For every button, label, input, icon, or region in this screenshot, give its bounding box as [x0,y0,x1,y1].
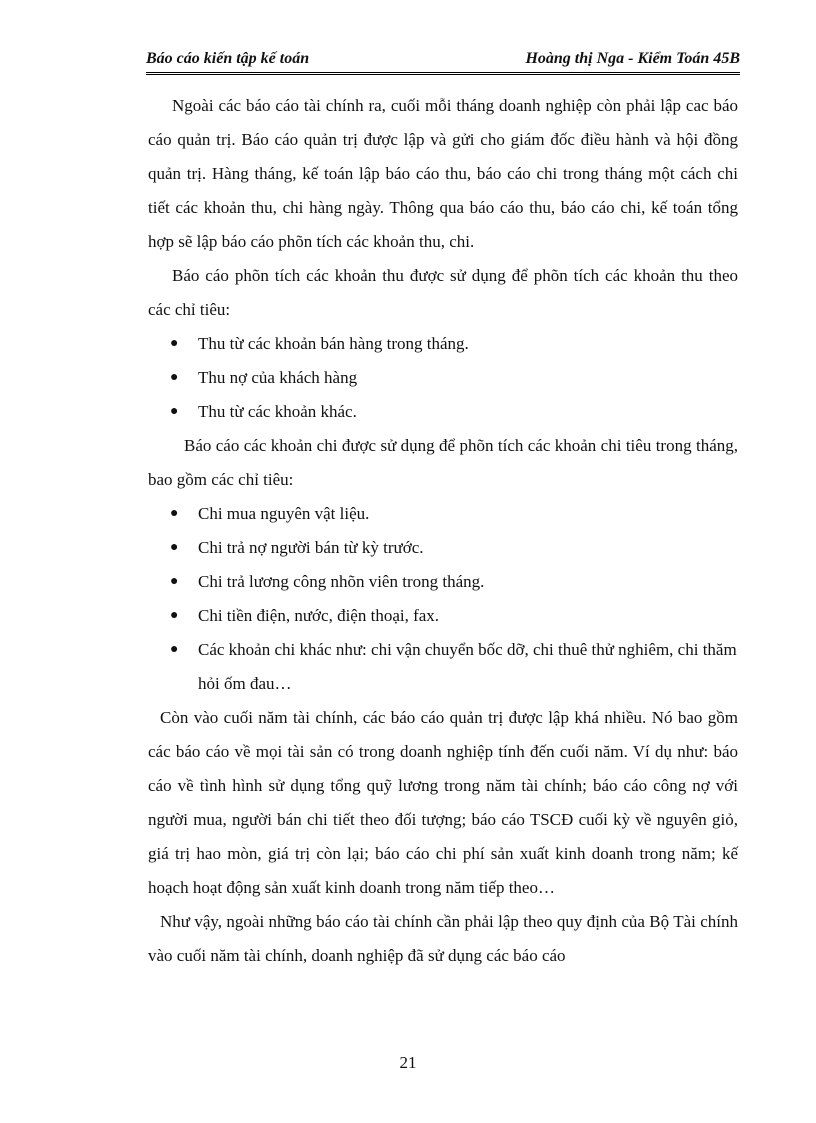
list-item [148,361,738,395]
list-item [148,531,738,565]
list-item [148,633,738,701]
list-item [148,497,738,531]
list-item [148,599,738,633]
bullet-icon: ● [170,404,179,419]
list-item-text: Thu từ các khoản bán hàng trong tháng. [198,334,469,353]
bullet-icon: ● [170,642,179,657]
page-number: 21 [399,1053,417,1072]
list-item-text: Chi trả nợ người bán từ kỳ trước. [198,538,424,557]
paragraph-income-analysis: Báo cáo phõn tích các khoản thu được sử dụng để phõn tích các khoản thu theo các chỉ tiêu: [148,266,738,319]
paragraph-expense-analysis: Báo cáo các khoản chi được sử dụng để phõn tích các khoản chi tiêu trong tháng, bao gồm các chỉ tiêu: [148,436,738,489]
header-report-title: Báo cáo kiến tập kế toán [146,50,310,67]
list-item [148,565,738,599]
paragraph-intro: Ngoài các báo cáo tài chính ra, cuối mỗi tháng doanh nghiệp còn phải lập cac báo cáo quản trị. Báo cáo quản trị được lập và gửi cho giám đốc điều hành và hội đồng quản trị. Hàng tháng, kế toán lập báo cáo thu, báo cáo chi trong tháng một cách chi tiết các khoản thu, chi hàng ngày. Thông qua báo cáo thu, báo cáo chi, kế toán tổng hợp sẽ lập báo cáo phõn tích các khoản thu, chi. [148,96,738,251]
bullet-icon: ● [170,574,179,589]
document-body [148,89,738,973]
list-item-text: Thu nợ của khách hàng [198,368,358,387]
expense-list [148,497,738,701]
bullet-icon: ● [170,540,179,555]
paragraph-conclusion: Như vậy, ngoài những báo cáo tài chính cần phải lập theo quy định của Bộ Tài chính vào cuối năm tài chính, doanh nghiệp đã sử dụng các báo cáo [148,912,738,965]
bullet-icon: ● [170,370,179,385]
list-item [148,327,738,361]
list-item-text: Chi mua nguyên vật liệu. [198,504,370,523]
list-item-text: Chi tiền điện, nước, điện thoại, fax. [198,606,440,625]
bullet-icon: ● [170,608,179,623]
list-item [148,395,738,429]
header-author: Hoàng thị Nga - Kiểm Toán 45B [525,50,740,67]
paragraph-year-end-reports: Còn vào cuối năm tài chính, các báo cáo quản trị được lập khá nhiều. Nó bao gồm các báo cáo về mọi tài sản có trong doanh nghiệp tính đến cuối năm. Ví dụ như: báo cáo về tình hình sử dụng tổng quỹ lương trong năm tài chính; báo cáo công nợ với người mua, người bán chi tiết theo đối tượng; báo cáo TSCĐ cuối kỳ về nguyên giỏ, giá trị hao mòn, giá trị còn lại; báo cáo chi phí sản xuất kinh doanh trong năm; kế hoạch hoạt động sản xuất kinh doanh trong năm tiếp theo… [148,708,738,897]
page-header [146,50,740,75]
income-list [148,327,738,429]
list-item-text: Thu từ các khoản khác. [198,402,357,421]
bullet-icon: ● [170,506,179,521]
list-item-text: Các khoản chi khác như: chi vận chuyển bốc dỡ, chi thuê thử nghiêm, chi thăm hỏi ốm đau… [198,640,737,693]
list-item-text: Chi trả lương công nhõn viên trong tháng. [198,572,485,591]
bullet-icon: ● [170,336,179,351]
